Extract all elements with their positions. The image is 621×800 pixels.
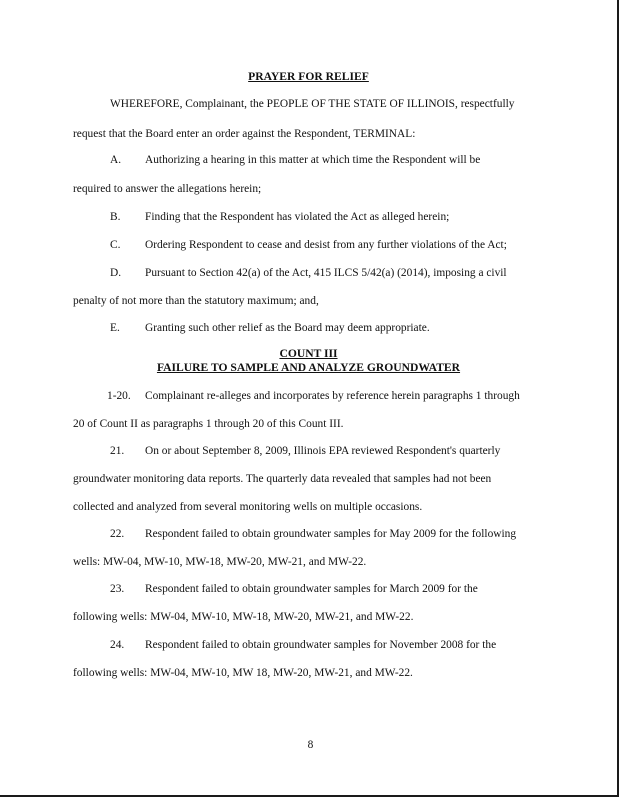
page-number: 8 — [307, 739, 314, 751]
paragraph-1-20-text-cont: 20 of Count II as paragraphs 1 through 20 of this Count III. — [73, 418, 344, 430]
prayer-item-b-text: Finding that the Respondent has violated the Act as alleged herein; — [145, 211, 450, 223]
prayer-intro-line-1: WHEREFORE, Complainant, the PEOPLE OF THE STATE OF ILLINOIS, respectfully — [110, 98, 515, 110]
prayer-intro-line-2: request that the Board enter an order against the Respondent, TERMINAL: — [73, 128, 416, 140]
prayer-heading: PRAYER FOR RELIEF — [248, 70, 369, 83]
paragraph-21-number: 21. — [110, 445, 125, 457]
paragraph-24-number: 24. — [110, 639, 125, 651]
paragraph-24-text: Respondent failed to obtain groundwater samples for November 2008 for the — [145, 639, 497, 651]
paragraph-23-text: Respondent failed to obtain groundwater samples for March 2009 for the — [145, 583, 478, 595]
prayer-item-e-text: Granting such other relief as the Board may deem appropriate. — [145, 322, 430, 334]
prayer-item-a-text-cont: required to answer the allegations herein; — [73, 183, 262, 195]
paragraph-23-number: 23. — [110, 583, 125, 595]
paragraph-22-number: 22. — [110, 528, 125, 540]
paragraph-21-text-cont-1: groundwater monitoring data reports. The quarterly data revealed that samples had not been — [73, 473, 492, 485]
prayer-item-c-marker: C. — [110, 239, 121, 251]
paragraph-22-text-cont: wells: MW-04, MW-10, MW-18, MW-20, MW-21, and MW-22. — [73, 556, 367, 568]
paragraph-1-20-text: Complainant re-alleges and incorporates by reference herein paragraphs 1 through — [145, 390, 520, 402]
count-title: FAILURE TO SAMPLE AND ANALYZE GROUNDWATER — [156, 361, 461, 374]
prayer-item-a-marker: A. — [110, 154, 122, 166]
paragraph-21-text: On or about September 8, 2009, Illinois EPA reviewed Respondent's quarterly — [145, 445, 501, 457]
count-number: COUNT III — [279, 347, 338, 360]
prayer-item-a-text: Authorizing a hearing in this matter at which time the Respondent will be — [145, 154, 481, 166]
prayer-item-c-text: Ordering Respondent to cease and desist from any further violations of the Act; — [145, 239, 507, 251]
paragraph-21-text-cont-2: collected and analyzed from several monitoring wells on multiple occasions. — [73, 501, 423, 513]
page-edge-right — [617, 0, 619, 796]
prayer-item-d-text-cont: penalty of not more than the statutory maximum; and, — [73, 295, 319, 307]
paragraph-22-text: Respondent failed to obtain groundwater samples for May 2009 for the following — [145, 528, 517, 540]
page-edge-bottom — [0, 795, 619, 797]
prayer-item-d-text: Pursuant to Section 42(a) of the Act, 415 ILCS 5/42(a) (2014), imposing a civil — [145, 267, 507, 279]
prayer-item-d-marker: D. — [110, 267, 122, 279]
prayer-item-e-marker: E. — [110, 322, 120, 334]
paragraph-24-text-cont: following wells: MW-04, MW-10, MW 18, MW-20, MW-21, and MW-22. — [73, 667, 413, 679]
prayer-item-b-marker: B. — [110, 211, 121, 223]
paragraph-1-20-number: 1-20. — [107, 390, 131, 402]
paragraph-23-text-cont: following wells: MW-04, MW-10, MW-18, MW-20, MW-21, and MW-22. — [73, 611, 414, 623]
